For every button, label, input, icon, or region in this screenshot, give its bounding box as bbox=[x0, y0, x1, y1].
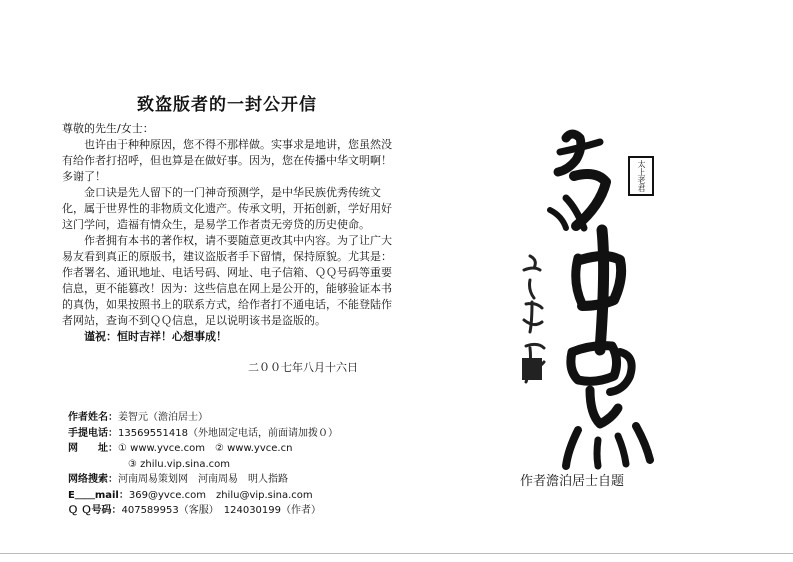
letter-greeting: 尊敬的先生/女士： bbox=[62, 122, 154, 135]
contact-row bbox=[68, 457, 398, 473]
open-letter bbox=[62, 90, 392, 375]
contact-label: 网络搜索： bbox=[68, 474, 118, 485]
contact-value: 河南周易策划网 河南周易 明人指路 bbox=[118, 474, 288, 485]
artist-seal bbox=[522, 358, 542, 380]
contact-row bbox=[68, 426, 398, 442]
letter-paragraph-1: 也许由于种种原因，您不得不那样做。实事求是地讲，您虽然没有给作者打招呼，但也算是在做好事。因为，您在传播中华文明啊！多谢了！ bbox=[62, 138, 392, 183]
contact-value: 369@yvce.com zhilu@vip.sina.com bbox=[128, 489, 313, 501]
letter-paragraph-2: 金口诀是先人留下的一门神奇预测学，是中华民族优秀传统文化，属于世界性的非物质文化遗产。传承文明，开拓创新，学好用好这门学问，造福有情众生，是易学工作者责无旁贷的历史使命。 bbox=[62, 186, 392, 231]
letter-paragraph-3: 作者拥有本书的著作权，请不要随意更改其中内容。为了让广大易友看到真正的原版书，建议盗版者手下留情，保持原貌。尤其是：作者署名、通讯地址、电话号码、网址、电子信箱、ＱＱ号码等重要信息，更不能篡改！因为：这些信息在网上是公开的，能够验证本书的真伪，如果按照书上的联系方式，给作者打不通电话，不能登陆作者网站，查询不到ＱＱ信息，足以说明该书是盗版的。 bbox=[62, 234, 392, 327]
contact-value: 13569551418（外地固定电话，前面请加拨０） bbox=[118, 427, 338, 439]
contact-label: 作者姓名： bbox=[68, 412, 118, 423]
calligraphy-char-3 bbox=[566, 346, 650, 466]
contact-row bbox=[68, 503, 398, 519]
calligraphy-char-1 bbox=[550, 134, 606, 228]
contact-value: ① www.yvce.com ② www.yvce.cn bbox=[118, 443, 293, 454]
contact-value: 姜智元（澹泊居士） bbox=[118, 412, 208, 423]
page-edge-line bbox=[0, 553, 793, 554]
contact-value: ③ zhilu.vip.sina.com bbox=[128, 458, 231, 470]
contact-label: E＿＿mail： bbox=[68, 489, 129, 501]
calligraphy-char-2 bbox=[576, 230, 621, 350]
contact-label: Ｑ Ｑ号码： bbox=[68, 505, 122, 516]
red-seal-stamp: 太上老君 bbox=[628, 156, 654, 196]
letter-title: 致盗版者的一封公开信 bbox=[137, 95, 317, 115]
contact-label: 网 址： bbox=[68, 443, 118, 454]
contact-row bbox=[68, 488, 398, 504]
contact-row bbox=[68, 472, 398, 488]
contact-row bbox=[68, 410, 398, 426]
letter-date: 二００七年八月十六日 bbox=[248, 361, 358, 374]
contact-label: 手提电话： bbox=[68, 427, 118, 439]
contact-info bbox=[68, 410, 398, 519]
letter-closing: 谨祝：恒时吉祥！心想事成！ bbox=[84, 330, 227, 343]
contact-row bbox=[68, 441, 398, 457]
contact-value: 407589953（客服） 124030199（作者） bbox=[121, 505, 322, 516]
calligraphy-artwork bbox=[500, 90, 720, 520]
author-signature: 作者澹泊居士自题 bbox=[520, 474, 625, 489]
